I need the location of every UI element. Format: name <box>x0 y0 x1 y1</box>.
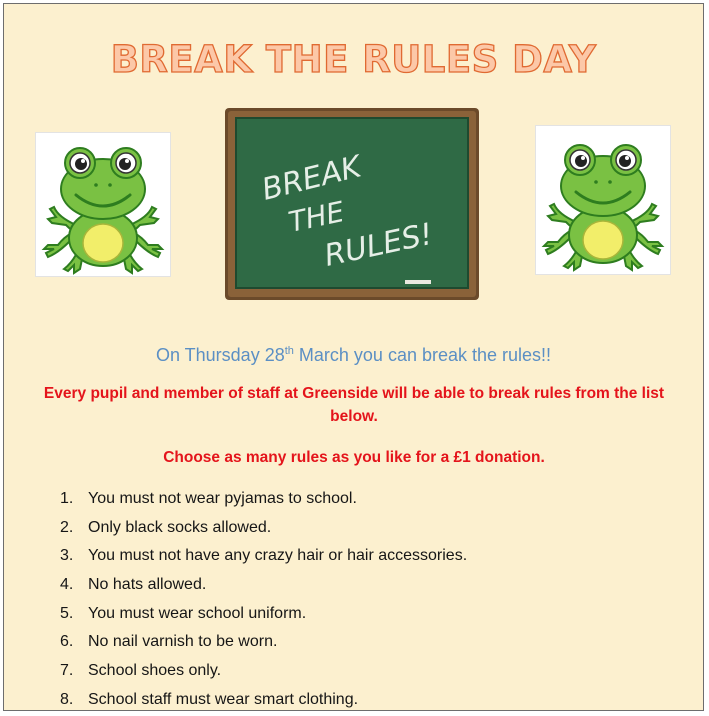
chalkboard-icon <box>225 108 479 300</box>
rules-list <box>60 485 467 715</box>
chalk-line-1: BREAK <box>258 149 365 208</box>
frog-icon <box>36 133 170 276</box>
rule-item <box>60 657 467 686</box>
donation-notice: Choose as many rules as you like for a £1 donation. <box>163 449 545 466</box>
rule-text: You must wear school uniform. <box>88 604 307 622</box>
chalk-line-2: THE <box>285 194 348 239</box>
event-date-text: On Thursday 28 <box>155 345 285 365</box>
chalkboard-image <box>225 108 479 300</box>
poster <box>3 3 704 711</box>
rule-item <box>60 571 467 600</box>
poster-title: BREAK THE RULES DAY <box>110 38 597 81</box>
rule-item <box>60 600 467 629</box>
rule-number: 3. <box>60 547 74 565</box>
rule-number: 8. <box>60 690 74 708</box>
participation-notice: Every pupil and member of staff at Greenside will be able to break rules from the list below. <box>43 385 665 425</box>
date-ordinal-suffix: th <box>284 345 294 357</box>
rule-number: 2. <box>60 518 74 536</box>
rule-item <box>60 485 467 514</box>
rule-number: 7. <box>60 662 74 680</box>
rule-text: Only black socks allowed. <box>88 518 272 536</box>
rule-number: 4. <box>60 576 74 594</box>
rule-text: No hats allowed. <box>88 576 207 594</box>
rule-text: You must not have any crazy hair or hair accessories. <box>88 547 468 565</box>
chalk-line-3: RULES! <box>321 216 436 274</box>
event-date-line <box>4 345 703 366</box>
event-date-text-end: March you can break the rules!! <box>293 345 552 365</box>
rule-number: 6. <box>60 633 74 651</box>
rule-item <box>60 542 467 571</box>
rule-number: 1. <box>60 490 74 507</box>
rule-item <box>60 686 467 715</box>
rule-text: School shoes only. <box>88 662 222 680</box>
frog-image-right <box>535 125 671 275</box>
rule-number: 5. <box>60 604 74 622</box>
frog-icon <box>536 126 670 274</box>
rule-text: You must not wear pyjamas to school. <box>88 490 357 507</box>
rule-item <box>60 628 467 657</box>
rule-text: School staff must wear smart clothing. <box>88 690 359 708</box>
frog-image-left <box>35 132 171 277</box>
rule-text: No nail varnish to be worn. <box>88 633 278 651</box>
rule-item <box>60 514 467 543</box>
